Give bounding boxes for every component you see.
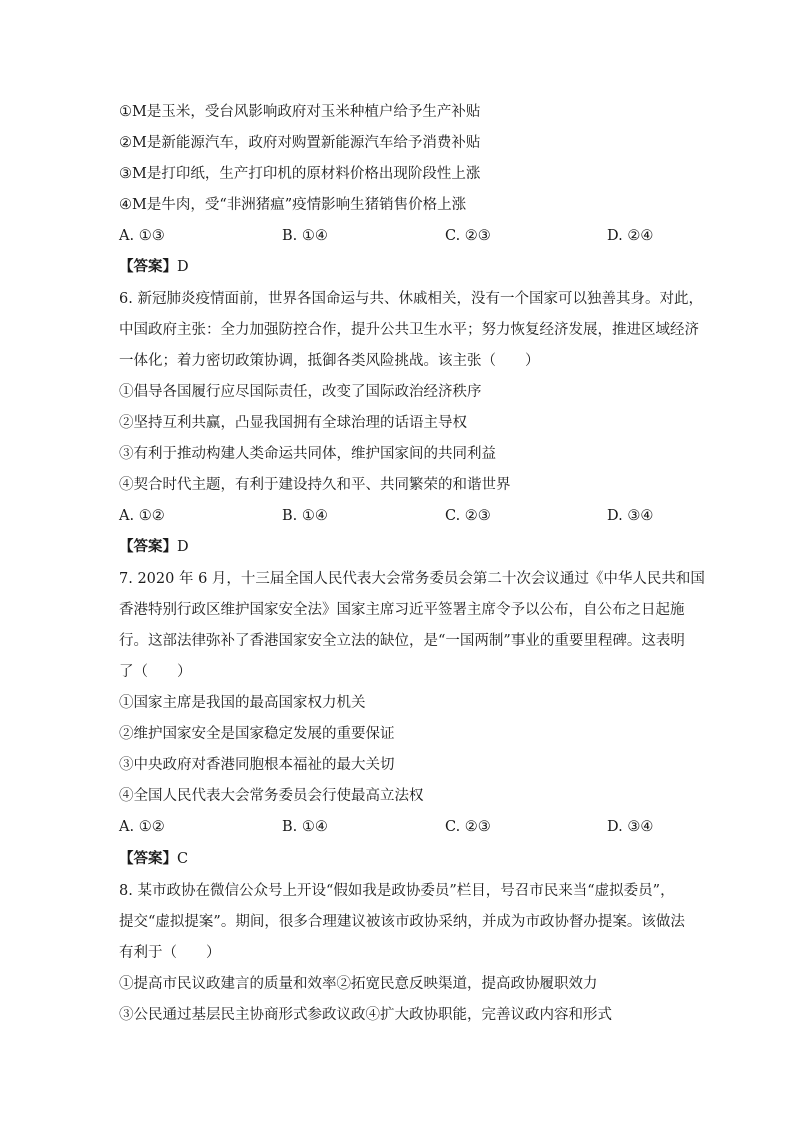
q7-answer: [119, 850, 679, 868]
q6-option-d: D. ③④: [607, 508, 654, 524]
q7-stem-line-4: 了（ ）: [119, 664, 192, 680]
q8-stem-line-1: 8. 某市政协在微信公众号上开设“假如我是政协委员”栏目，号召市民来当“虚拟委员”，: [119, 883, 675, 899]
q7-choice-3: ③中央政府对香港同胞根本福祉的最大关切: [119, 757, 395, 773]
q5-option-a: A. ①③: [119, 228, 165, 244]
q7-option-d: D. ③④: [607, 819, 654, 835]
q5-answer-label: 【答案】: [119, 258, 177, 275]
q6-option-c: C. ②③: [445, 508, 491, 524]
q6-stem-line-1: 6. 新冠肺炎疫情面前，世界各国命运与共、休戚相关，没有一个国家可以独善其身。对此，: [119, 291, 703, 307]
q6-options: [119, 507, 679, 525]
q6-choice-1: ①倡导各国履行应尽国际责任，改变了国际政治经济秩序: [119, 384, 482, 400]
q5-options: [119, 227, 679, 245]
q7-stem-line-2: 香港特别行政区维护国家安全法》国家主席习近平签署主席令予以公布，自公布之日起施: [119, 602, 685, 618]
q5-answer: [119, 258, 679, 276]
q5-option-b: B. ①④: [282, 228, 328, 244]
q7-choice-4: ④全国人民代表大会常务委员会行使最高立法权: [119, 788, 424, 804]
q7-option-a: A. ①②: [119, 819, 165, 835]
q8-stem-line-2: 提交“虚拟提案”。期间，很多合理建议被该市政协采纳，并成为市政协督办提案。该做法: [119, 914, 685, 930]
q7-option-c: C. ②③: [445, 819, 491, 835]
q7-option-b: B. ①④: [282, 819, 328, 835]
q6-choice-3: ③有利于推动构建人类命运共同体，维护国家间的共同利益: [119, 446, 496, 462]
q5-option-d: D. ②④: [607, 228, 654, 244]
q6-answer-value: D: [177, 539, 189, 555]
q7-choice-2: ②维护国家安全是国家稳定发展的重要保证: [119, 726, 395, 742]
q5-option-c: C. ②③: [445, 228, 491, 244]
q8-choice-line-2: ③公民通过基层民主协商形式参政议政④扩大政协职能，完善议政内容和形式: [119, 1007, 612, 1023]
q7-options: [119, 818, 679, 836]
q6-choice-4: ④契合时代主题，有利于建设持久和平、共同繁荣的和谐世界: [119, 477, 511, 493]
q7-stem-line-3: 行。这部法律弥补了香港国家安全立法的缺位，是“一国两制”事业的重要里程碑。这表明: [119, 633, 685, 649]
q7-choice-1: ①国家主席是我国的最高国家权力机关: [119, 695, 366, 711]
q5-choice-4: ④M是牛肉，受“非洲猪瘟”疫情影响生猪销售价格上涨: [119, 197, 467, 213]
q6-option-b: B. ①④: [282, 508, 328, 524]
q6-choice-2: ②坚持互利共赢，凸显我国拥有全球治理的话语主导权: [119, 415, 467, 431]
q6-answer: [119, 538, 679, 556]
q7-answer-label: 【答案】: [119, 850, 177, 867]
q6-option-a: A. ①②: [119, 508, 165, 524]
q5-answer-value: D: [177, 259, 189, 275]
q8-choice-line-1: ①提高市民议政建言的质量和效率②拓宽民意反映渠道，提高政协履职效力: [119, 976, 598, 992]
q8-stem-line-3: 有利于（ ）: [119, 945, 221, 961]
q7-stem-line-1: 7. 2020 年 6 月，十三届全国人民代表大会常务委员会第二十次会议通过《中华人民共和国: [119, 571, 705, 587]
q5-choice-2: ②M是新能源汽车，政府对购置新能源汽车给予消费补贴: [119, 135, 481, 151]
q6-stem-line-2: 中国政府主张：全力加强防控合作，提升公共卫生水平；努力恢复经济发展，推进区域经济: [119, 322, 699, 338]
q7-answer-value: C: [177, 851, 189, 867]
q6-stem-line-3: 一体化；着力密切政策协调，抵御各类风险挑战。该主张（ ）: [119, 353, 540, 369]
q5-choice-1: ①M是玉米，受台风影响政府对玉米种植户给予生产补贴: [119, 104, 481, 120]
q5-choice-3: ③M是打印纸，生产打印机的原材料价格出现阶段性上涨: [119, 166, 481, 182]
q6-answer-label: 【答案】: [119, 538, 177, 555]
